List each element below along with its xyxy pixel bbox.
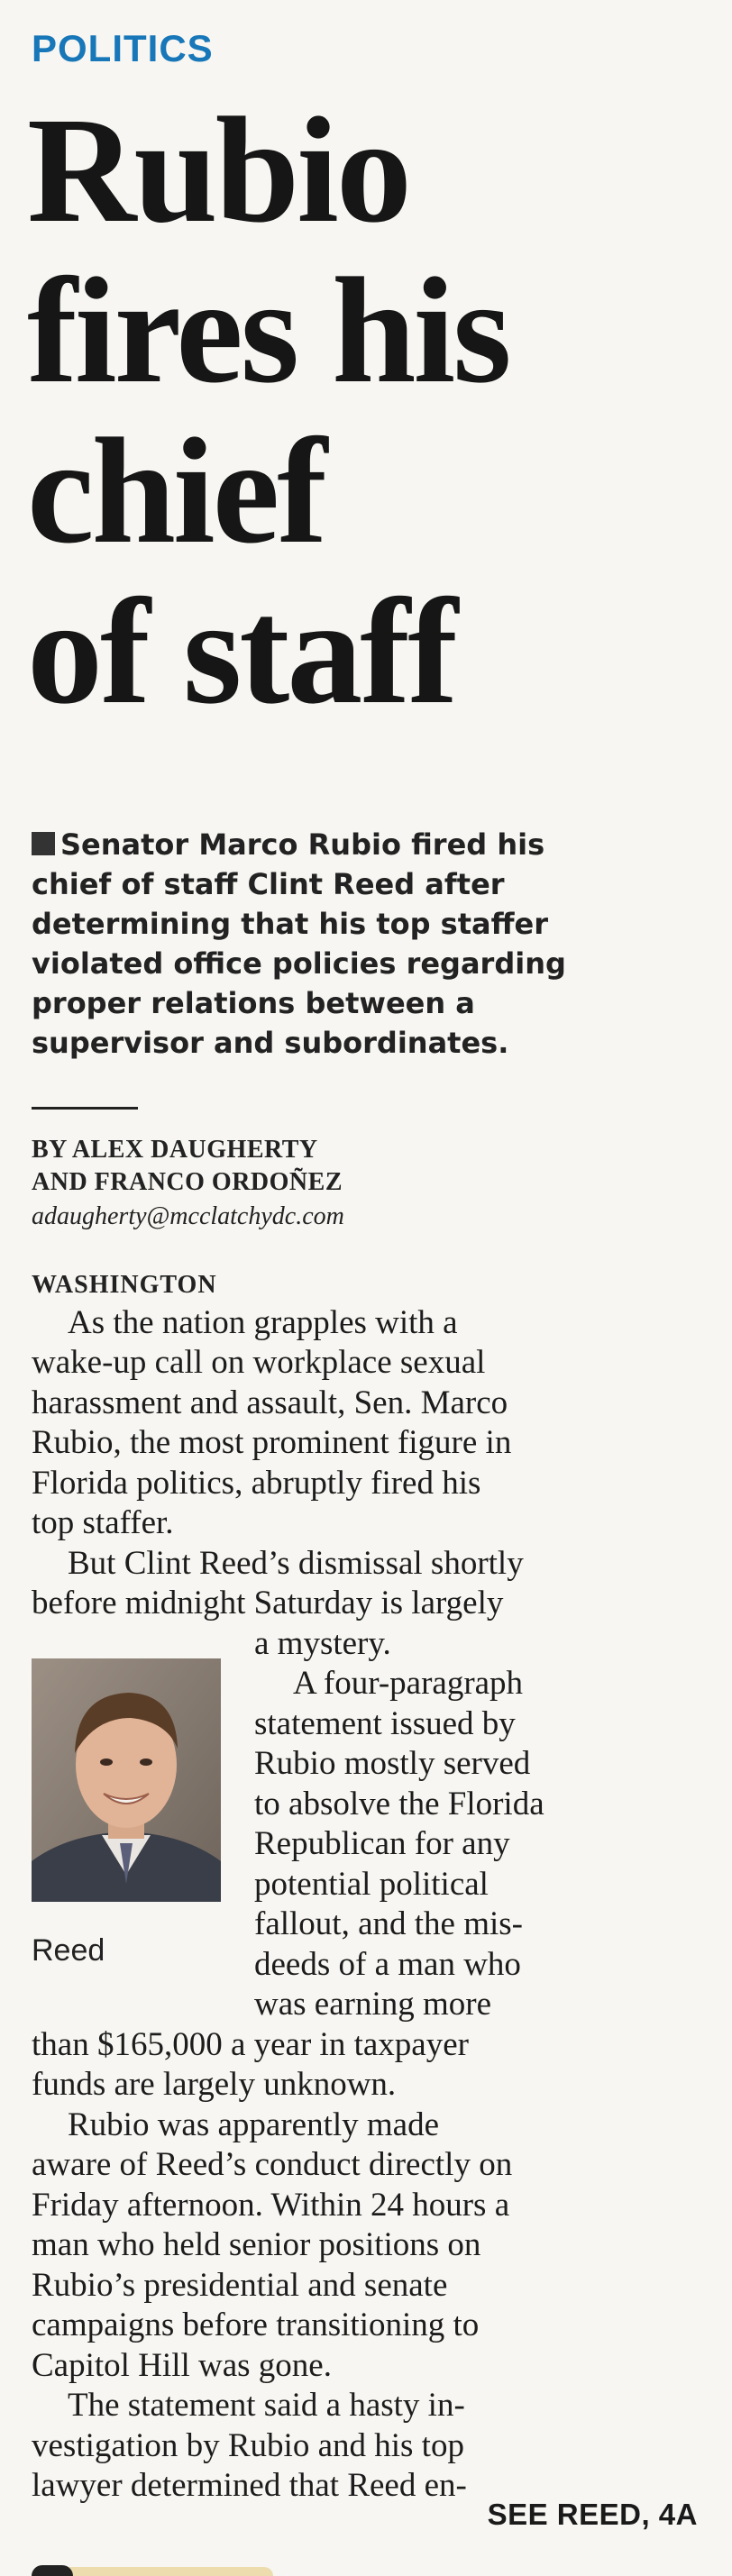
footer-dot-icon [32, 2565, 73, 2576]
bullet-square-icon [32, 832, 55, 855]
body-line: campaigns before transitioning to [32, 2307, 480, 2343]
deck-line: Senator Marco Rubio fired his [32, 825, 699, 864]
headline [27, 87, 712, 735]
body-line: fallout, and the mis- [254, 1905, 523, 1942]
body-line: top staffer. [32, 1504, 174, 1541]
body-line: wake-up call on workplace sexual [32, 1344, 486, 1381]
deck-line: proper relations between a [32, 986, 475, 1020]
body-line: Republican for any [254, 1825, 510, 1862]
body-line: man who held senior positions on [32, 2226, 481, 2263]
deck-line: chief of staff Clint Reed after [32, 867, 505, 901]
jump-line: SEE REED, 4A [487, 2498, 698, 2531]
body-line: Capitol Hill was gone. [32, 2347, 332, 2384]
body-line: statement issued by [254, 1705, 516, 1742]
headline-line: of staff [27, 568, 456, 735]
body-line: lawyer determined that Reed en- [32, 2467, 467, 2504]
body-line: Rubio mostly served [254, 1745, 531, 1782]
photo-caption: Reed [32, 1933, 105, 1968]
byline-line: AND FRANCO ORDOÑEZ [32, 1168, 343, 1196]
body-line: The statement said a hasty in- [68, 2387, 465, 2424]
body-line: Rubio’s presidential and senate [32, 2267, 448, 2304]
body-line: But Clint Reed’s dismissal shortly [68, 1545, 524, 1582]
body-line: than $165,000 a year in taxpayer [32, 2026, 469, 2063]
deck-line: supervisor and subordinates. [32, 1026, 509, 1060]
body-line: A four-paragraph [293, 1665, 524, 1702]
byline [32, 1134, 572, 1199]
body-line: was earning more [254, 1986, 492, 2023]
headline-line: fires his [27, 247, 509, 415]
body-line: deeds of a man who [254, 1946, 521, 1983]
author-email: adaugherty@mcclatchydc.com [32, 1202, 344, 1230]
deck-line: violated office policies regarding [32, 946, 566, 981]
body-line: Friday afternoon. Within 24 hours a [32, 2187, 510, 2224]
body-line: vestigation by Rubio and his top [32, 2427, 464, 2464]
body-line: a mystery. [254, 1625, 391, 1662]
person-portrait-icon [32, 1658, 221, 1902]
section-label: POLITICS [32, 27, 214, 69]
deck-summary [32, 825, 699, 1063]
deck-line: determining that his top staffer [32, 907, 548, 941]
headshot-photo [32, 1658, 221, 1902]
headline-line: Rubio [27, 87, 409, 254]
headline-line: chief [27, 407, 325, 575]
divider-rule [32, 1107, 138, 1110]
byline-line: BY ALEX DAUGHERTY [32, 1136, 318, 1164]
body-line: aware of Reed’s conduct directly on [32, 2146, 513, 2183]
body-line: Rubio, the most prominent figure in [32, 1424, 512, 1461]
body-line: Rubio was apparently made [68, 2106, 440, 2143]
body-line: potential political [254, 1866, 489, 1903]
body-line: As the nation grapples with a [68, 1304, 458, 1341]
body-line: to absolve the Florida [254, 1786, 544, 1822]
body-line: funds are largely unknown. [32, 2066, 397, 2103]
body-line: harassment and assault, Sen. Marco [32, 1384, 508, 1421]
body-line: before midnight Saturday is largely [32, 1585, 504, 1621]
body-line: Florida politics, abruptly fired his [32, 1465, 481, 1502]
dateline: WASHINGTON [32, 1271, 217, 1299]
